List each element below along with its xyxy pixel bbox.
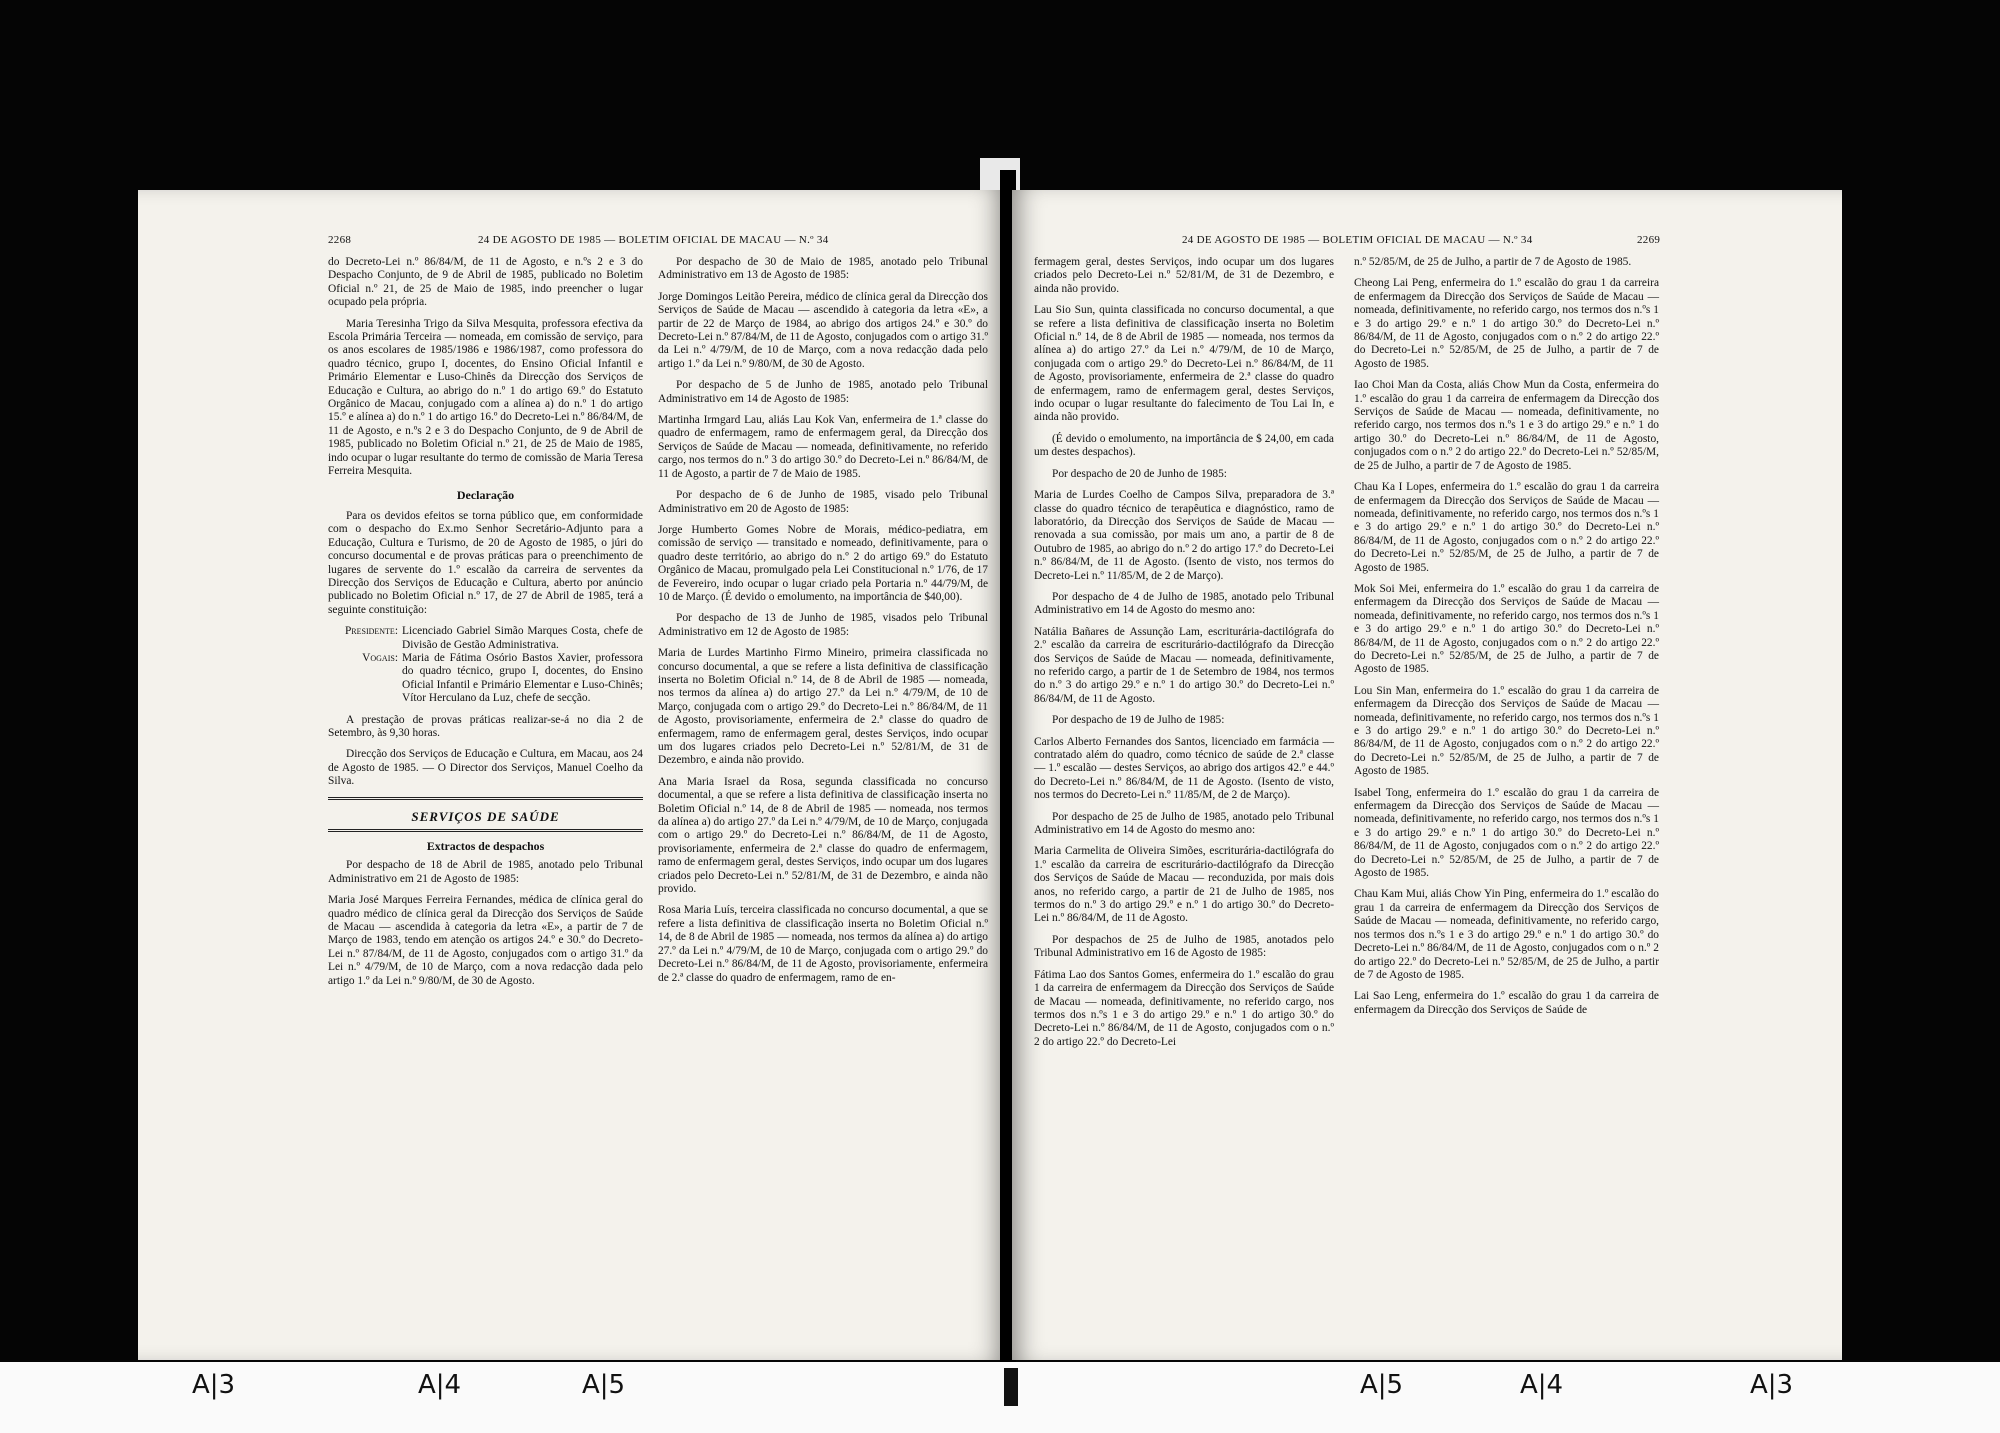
paragraph: Lai Sao Leng, enfermeira do 1.º escalão do grau 1 da carreira de enfermagem da Direcção dos Serviços de Saúde de xyxy=(1354,990,1659,1016)
right-page xyxy=(1012,190,1842,1360)
paragraph: Lau Sio Sun, quinta classificada no concurso documental, a que se refere a lista definitiva de classificação inserta no Boletim Oficial n.º 14, de 8 de Abril de 1985 — nomeada, nos termos da alínea a) do artigo 27.º da Lei n.º 4/79/M, de 10 de Março, conjugada com o artigo 29.º do Decreto-Lei n.º 86/84/M, de 11 de Agosto, provisoriamente, enfermeira de 2.ª classe do quadro de enfermagem, ramo de enfermagem geral, destes Serviços, indo ocupar o lugar resultante do falecimento de Tou Lai In, e ainda não provido. xyxy=(1034,304,1334,424)
paragraph: Maria Teresinha Trigo da Silva Mesquita, professora efectiva da Escola Primária Terceira — nomeada, em comissão de serviço, para os anos escolares de 1985/1986 e 1986/1987, como professora do quadro técnico, grupo I, docentes, do Ensino Oficial Infantil e Primário Elementar e Luso-Chinês da Direcção dos Serviços de Educação e Cultura, ao abrigo do n.º 1 do artigo 69.º do Estatuto Orgânico de Macau, conjugado com a alínea a) do n.º 1 do artigo 15.º e alínea a) do n.º 1 do artigo 16.º do Decreto-Lei n.º 86/84/M, de 11 de Agosto, e n.ºs 2 e 3 do Despacho Conjunto, de 9 de Abril de 1985, publicado no Boletim Oficial n.º 21, de 25 de Maio de 1985, indo ocupar o lugar resultante do termo de comissão de Maria Teresa Ferreira Mesquita. xyxy=(328,317,643,478)
paragraph: Por despacho de 13 de Junho de 1985, visados pelo Tribunal Administrativo em 12 de Agosto de 1985: xyxy=(658,612,988,638)
paragraph: Por despacho de 5 de Junho de 1985, anotado pelo Tribunal Administrativo em 14 de Agosto de 1985: xyxy=(658,379,988,405)
paragraph: Ana Maria Israel da Rosa, segunda classificada no concurso documental, a que se refere a lista definitiva de classificação inserta no Boletim Oficial n.º 14, de 8 de Abril de 1985 — nomeada, nos termos da alínea a) do artigo 27.º da Lei n.º 4/79/M, de 10 de Março, conjugada com o artigo 29.º do Decreto-Lei n.º 86/84/M, de 11 de Agosto, provisoriamente, enfermeira de 2.ª classe do quadro de enfermagem, ramo de enfermagem geral, destes Serviços, indo ocupar um dos lugares criados pelo Decreto-Lei n.º 52/81/M, de 31 de Dezembro, e ainda não provido. xyxy=(658,775,988,896)
subsection-title: Extractos de despachos xyxy=(426,839,545,854)
paragraph: fermagem geral, destes Serviços, indo ocupar um dos lugares criados pelo Decreto-Lei n.º 52/81/M, de 31 de Dezembro, e ainda não provido. xyxy=(1034,256,1334,295)
presidente-label: Presidente: xyxy=(344,625,398,638)
film-mark: A|4 xyxy=(418,1370,462,1400)
film-frame-mark xyxy=(1004,1368,1018,1406)
film-mark: A|3 xyxy=(192,1370,236,1400)
left-page xyxy=(138,190,1004,1360)
paragraph: Por despacho de 19 de Julho de 1985: xyxy=(1052,714,1225,727)
paragraph: Carlos Alberto Fernandes dos Santos, licenciado em farmácia — contratado além do quadro, como técnico de saúde de 2.ª classe — 1.º escalão — destes Serviços, ao abrigo dos artigos 42.º e 44.º do Decreto-Lei n.º 86/84/M, de 11 de Agosto. (Isento de visto, nos termos do Decreto-Lei n.º 11/85/M, de 2 de Março). xyxy=(1034,735,1334,802)
right-header: 24 DE AGOSTO DE 1985 — BOLETIM OFICIAL DE MACAU — N.º 34 xyxy=(1182,234,1533,246)
declaracao-heading: Declaração xyxy=(456,487,515,502)
paragraph: Maria de Lurdes Coelho de Campos Silva, preparadora de 3.ª classe do quadro técnico de terapêutica e diagnóstico, ramo de laboratório, da Direcção dos Serviços de Saúde de Macau — renovada a sua comissão, por mais um ano, a partir de 8 de Outubro de 1985, ao abrigo do n.º 2 do artigo 17.º do Decreto-Lei n.º 86/84/M, de 11 de Agosto. (Isento de visto, nos termos do Decreto-Lei n.º 11/85/M, de 2 de Março). xyxy=(1034,489,1334,582)
paragraph: Por despacho de 6 de Junho de 1985, visado pelo Tribunal Administrativo em 20 de Agosto de 1985: xyxy=(658,489,988,515)
signature-paragraph: Direcção dos Serviços de Educação e Cultura, em Macau, aos 24 de Agosto de 1985. — O Director dos Serviços, Manuel Coelho da Silva. xyxy=(328,748,643,788)
paragraph: Cheong Lai Peng, enfermeira do 1.º escalão do grau 1 da carreira de enfermagem da Direcção dos Serviços de Saúde de Macau — nomeada, definitivamente, no referido cargo, nos termos dos n.ºs 1 e 3 do artigo 29.º e n.º 1 do artigo 30.º do Decreto-Lei n.º 86/84/M, de 11 de Agosto, conjugados com o n.º 2 do artigo 22.º do Decreto-Lei n.º 52/85/M, de 25 de Julho, a partir de 7 de Agosto de 1985. xyxy=(1354,277,1659,370)
paragraph: Por despacho de 25 de Julho de 1985, anotado pelo Tribunal Administrativo em 14 de Agosto do mesmo ano: xyxy=(1034,810,1334,837)
paragraph: Maria José Marques Ferreira Fernandes, médica de clínica geral do quadro médico de clínica geral da Direcção dos Serviços de Saúde de Macau — ascendida à categoria da letra «E», a partir de 7 de Março de 1983, tendo em atenção os artigos 24.º e 30.º do Decreto-Lei n.º 87/84/M, de 11 de Agosto, conjugados com o artigo 31.º da Lei n.º 4/79/M, de 10 de Março, com a nova redacção dada pelo artigo 1.º da Lei n.º 9/80/M, de 30 de Agosto. xyxy=(328,894,643,987)
paragraph: Chau Kam Mui, aliás Chow Yin Ping, enfermeira do 1.º escalão do grau 1 da carreira de enfermagem da Direcção dos Serviços de Saúde de Macau — nomeada, definitivamente, no referido cargo, nos termos dos n.ºs 1 e 3 do artigo 29.º e n.º 1 do artigo 30.º do Decreto-Lei n.º 86/84/M, de 11 de Agosto, conjugados com o n.º 2 do artigo 22.º do Decreto-Lei n.º 52/85/M, de 25 de Julho, a partir de 7 de Agosto de 1985. xyxy=(1354,888,1659,981)
paragraph: A prestação de provas práticas realizar-se-á no dia 2 de Setembro, às 9,30 horas. xyxy=(328,713,643,739)
paragraph: Para os devidos efeitos se torna público que, em conformidade com o despacho do Ex.mo Senhor Secretário-Adjunto para a Educação, Cultura e Turismo, de 20 de Agosto de 1985, o júri do concurso documental e de provas práticas para o preenchimento de lugares de servente do 1.º escalão da carreira de serventes da Direcção dos Serviços de Educação e Cultura, aberto por anúncio publicado no Boletim Oficial n.º 17, de 27 de Abril de 1985, terá a seguinte constituição: xyxy=(328,509,643,616)
presidente-name: Licenciado Gabriel Simão Marques Costa, chefe de Divisão de Gestão Administrativa. xyxy=(402,625,643,651)
paragraph: Chau Ka I Lopes, enfermeira do 1.º escalão do grau 1 da carreira de enfermagem da Direcção dos Serviços de Saúde de Macau — nomeada, definitivamente, no referido cargo, nos termos dos n.ºs 1 e 3 do artigo 29.º e n.º 1 do artigo 30.º do Decreto-Lei n.º 86/84/M, de 11 de Agosto, conjugados com o n.º 2 do artigo 22.º do Decreto-Lei n.º 52/85/M, de 25 de Julho, a partir de 7 de Agosto de 1985. xyxy=(1354,481,1659,574)
paragraph: Por despacho de 18 de Abril de 1985, anotado pelo Tribunal Administrativo em 21 de Agosto de 1985: xyxy=(328,859,643,885)
vogais-names: Maria de Fátima Osório Bastos Xavier, professora do quadro técnico, grupo I, docentes, do Ensino Oficial Infantil e Primário Elementar e Luso-Chinês; Vítor Herculano da Luz, chefe de secção. xyxy=(402,651,643,705)
paragraph: Maria Carmelita de Oliveira Simões, escriturária-dactilógrafa do 1.º escalão da carreira de escriturário-dactilógrafo da Direcção dos Serviços de Saúde de Macau — reconduzida, por mais dois anos, no referido cargo, a partir de 21 de Julho de 1985, nos termos do n.º 3 do artigo 29.º e n.º 1 do artigo 30.º do Decreto-Lei n.º 86/84/M, de 11 de Agosto. xyxy=(1034,845,1334,925)
paragraph: do Decreto-Lei n.º 86/84/M, de 11 de Agosto, e n.ºs 2 e 3 do Despacho Conjunto, de 9 de Abril de 1985, publicado no Boletim Oficial n.º 21, de 25 de Maio de 1985, indo preencher o lugar ocupado pela própria. xyxy=(328,256,643,309)
paragraph: Fátima Lao dos Santos Gomes, enfermeira do 1.º escalão do grau 1 da carreira de enfermagem da Direcção dos Serviços de Saúde de Macau — nomeada, definitivamente, no referido cargo, nos termos dos n.ºs 1 e 3 do artigo 29.º e n.º 1 do artigo 30.º do Decreto-Lei n.º 86/84/M, de 11 de Agosto, conjugados com o n.º 2 do artigo 22.º do Decreto-Lei xyxy=(1034,968,1334,1048)
film-mark: A|5 xyxy=(1360,1370,1404,1400)
left-header: 24 DE AGOSTO DE 1985 — BOLETIM OFICIAL DE MACAU — N.º 34 xyxy=(478,234,829,246)
paragraph: Lou Sin Man, enfermeira do 1.º escalão do grau 1 da carreira de enfermagem da Direcção dos Serviços de Saúde de Macau — nomeada, definitivamente, no referido cargo, nos termos dos n.ºs 1 e 3 do artigo 29.º e n.º 1 do artigo 30.º do Decreto-Lei n.º 86/84/M, de 11 de Agosto, conjugados com o n.º 2 do artigo 22.º do Decreto-Lei n.º 52/85/M, de 25 de Julho, a partir de 7 de Agosto de 1985. xyxy=(1354,684,1659,778)
paragraph: Por despacho de 20 de Junho de 1985: xyxy=(1052,467,1227,480)
film-mark: A|3 xyxy=(1750,1370,1794,1400)
paragraph: (É devido o emolumento, na importância de $ 24,00, em cada um destes despachos). xyxy=(1034,432,1334,459)
section-divider xyxy=(328,797,643,800)
paragraph: Iao Choi Man da Costa, aliás Chow Mun da Costa, enfermeira do 1.º escalão do grau 1 da carreira de enfermagem da Direcção dos Serviços de Saúde de Macau — nomeada, definitivamente, no referido cargo, nos termos dos n.ºs 1 e 3 do artigo 29.º e n.º 1 do artigo 30.º do Decreto-Lei n.º 86/84/M, de 11 de Agosto, conjugados com o n.º 2 do artigo 22.º do Decreto-Lei n.º 52/85/M, de 25 de Julho, a partir de 7 de Agosto de 1985. xyxy=(1354,379,1659,472)
vogais-label: Vogais: xyxy=(362,651,398,664)
left-column-1 xyxy=(328,256,643,996)
film-strip xyxy=(0,1362,2000,1433)
left-column-2 xyxy=(658,256,988,993)
film-mark: A|5 xyxy=(582,1370,626,1400)
right-page-number: 2269 xyxy=(1637,234,1661,246)
film-mark: A|4 xyxy=(1520,1370,1564,1400)
paragraph: Jorge Humberto Gomes Nobre de Morais, médico-pediatra, em comissão de serviço — transitado e nomeado, definitivamente, para o quadro deste território, ao abrigo do n.º 2 do artigo 69.º do Estatuto Orgânico de Macau, promulgado pela Lei Constitucional n.º 1/76, de 17 de Fevereiro, indo ocupar o lugar criado pela Portaria n.º 44/79/M, de 10 de Março. (É devido o emolumento, na importância de $40,00). xyxy=(658,523,988,603)
right-column-1 xyxy=(1034,256,1334,1057)
paragraph: Natália Bañares de Assunção Lam, escriturária-dactilógrafa do 2.º escalão da carreira de escriturário-dactilógrafo da Direcção dos Serviços de Saúde de Macau — nomeada, definitivamente, no referido cargo, a partir de 1 de Setembro de 1984, nos termos do n.º 3 do artigo 29.º e n.º 1 do artigo 30.º do Decreto-Lei n.º 86/84/M, de 11 de Agosto. xyxy=(1034,625,1334,705)
jury-members xyxy=(328,625,643,705)
section-title: SERVIÇOS DE SAÚDE xyxy=(411,808,560,824)
paragraph: Isabel Tong, enfermeira do 1.º escalão do grau 1 da carreira de enfermagem da Direcção dos Serviços de Saúde de Macau — nomeada, definitivamente, no referido cargo, nos termos dos n.ºs 1 e 3 do artigo 29.º e n.º 1 do artigo 30.º do Decreto-Lei n.º 86/84/M, de 11 de Agosto, conjugados com o n.º 2 do artigo 22.º do Decreto-Lei n.º 52/85/M, de 25 de Julho, a partir de 7 de Agosto de 1985. xyxy=(1354,786,1659,880)
paragraph: Jorge Domingos Leitão Pereira, médico de clínica geral da Direcção dos Serviços de Saúde de Macau — ascendido à categoria da letra «E», a partir de 22 de Março de 1984, ao abrigo dos artigos 24.º e 30.º do Decreto-Lei n.º 87/84/M, de 11 de Agosto, conjugados com o artigo 31.º da Lei n.º 4/79/M, de 10 de Março, com a nova redacção dada pelo artigo 1.º da Lei n.º 9/80/M, de 30 de Agosto. xyxy=(658,290,988,370)
paragraph: Maria de Lurdes Martinho Firmo Mineiro, primeira classificada no concurso documental, a que se refere a lista definitiva de classificação inserta no Boletim Oficial n.º 14, de 8 de Abril de 1985 — nomeada, nos termos da alínea a) do artigo 27.º da Lei n.º 4/79/M, de 10 de Março, conjugada com o artigo 29.º do Decreto-Lei n.º 86/84/M, de 11 de Agosto, provisoriamente, enfermeira de 2.ª classe do quadro de enfermagem, ramo de enfermagem geral, destes Serviços, indo ocupar um dos lugares criados pelo Decreto-Lei n.º 52/81/M, de 31 de Dezembro, e ainda não provido. xyxy=(658,647,988,767)
left-page-number: 2268 xyxy=(328,234,352,246)
paragraph: Rosa Maria Luís, terceira classificada no concurso documental, a que se refere a lista definitiva de classificação inserta no Boletim Oficial n.º 14, de 8 de Abril de 1985 — nomeada, nos termos da alínea a) do artigo 27.º da Lei n.º 4/79/M, de 10 de Março, conjugada com o artigo 29.º do Decreto-Lei n.º 86/84/M, de 11 de Agosto, provisoriamente, enfermeira de 2.ª classe do quadro de enfermagem, ramo de en- xyxy=(658,904,988,984)
right-column-2 xyxy=(1354,256,1659,1025)
paragraph: Martinha Irmgard Lau, aliás Lau Kok Van, enfermeira de 1.ª classe do quadro de enfermagem, ramo de enfermagem geral, da Direcção dos Serviços de Saúde de Macau — nomeada, definitivamente, no referido cargo, nos termos do n.º 3 do artigo 30.º do Decreto-Lei n.º 86/84/M, de 11 de Agosto, a partir de 7 de Maio de 1985. xyxy=(658,414,988,480)
paragraph: n.º 52/85/M, de 25 de Julho, a partir de 7 de Agosto de 1985. xyxy=(1354,256,1632,268)
paragraph: Por despacho de 4 de Julho de 1985, anotado pelo Tribunal Administrativo em 14 de Agosto do mesmo ano: xyxy=(1034,590,1334,617)
section-divider xyxy=(328,829,643,832)
paragraph: Por despachos de 25 de Julho de 1985, anotados pelo Tribunal Administrativo em 16 de Agosto de 1985: xyxy=(1034,933,1334,960)
paragraph: Por despacho de 30 de Maio de 1985, anotado pelo Tribunal Administrativo em 13 de Agosto de 1985: xyxy=(658,256,988,282)
paragraph: Mok Soi Mei, enfermeira do 1.º escalão do grau 1 da carreira de enfermagem da Direcção dos Serviços de Saúde de Macau — nomeada, definitivamente, no referido cargo, nos termos dos n.ºs 1 e 3 do artigo 29.º e n.º 1 do artigo 30.º do Decreto-Lei n.º 86/84/M, de 11 de Agosto, conjugados com o n.º 2 do artigo 22.º do Decreto-Lei n.º 52/85/M, de 25 de Julho, a partir de 7 de Agosto de 1985. xyxy=(1354,582,1659,676)
